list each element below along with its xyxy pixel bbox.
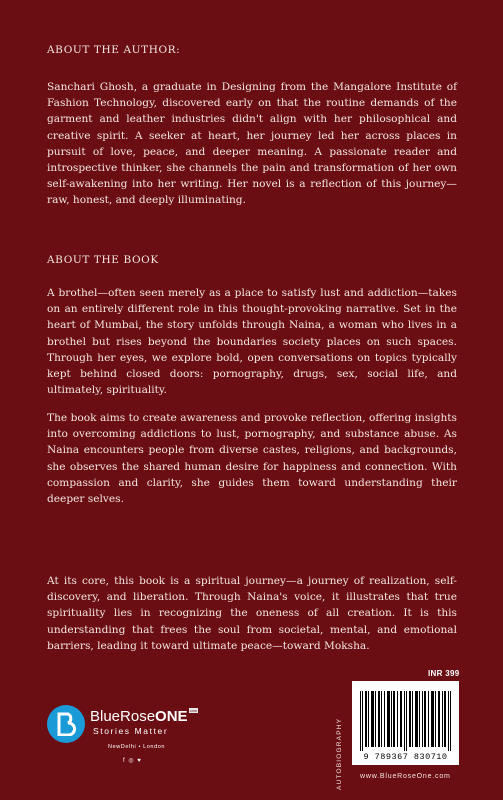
about-book-heading: ABOUT THE BOOK <box>47 254 159 266</box>
publisher-tagline: Stories Matter <box>93 726 169 736</box>
social-icons: f ◎ ♥ <box>123 758 142 764</box>
book-paragraph-1: A brothel—often seen merely as a place to satisfy lust and addiction—takes on an entirely different role in this thought-provoking narrative. Set in the heart of Mumbai, the story unfolds through Naina, a woman who lives in a brothel but rises beyond the boundaries society places on such spaces. Through her eyes, we explore bold, open conversations on topics typically kept behind closed doors: pornography, drugs, sex, social life, and ultimately, spirituality. <box>47 287 457 397</box>
isbn-barcode <box>352 681 459 765</box>
publisher-locations: NewDelhi • London <box>108 744 166 750</box>
barcode-bars-icon <box>360 691 452 751</box>
about-author-heading: ABOUT THE AUTHOR: <box>47 44 181 56</box>
book-paragraph-2: The book aims to create awareness and provoke reflection, offering insights into overcoming addictions to lust, pornography, and substance abuse. As Naina encounters people from diverse castes, religions, and backgrounds, she observes the shared human desire for happiness and connection. With compassion and clarity, she guides them toward understanding their deeper selves. <box>47 412 457 506</box>
author-bio: Sanchari Ghosh, a graduate in Designing from the Mangalore Institute of Fashion Technology, discovered early on that the routine demands of the garment and leather industries didn't align with her philosophical and creative spirit. A seeker at heart, her journey led her across places in pursuit of love, peace, and deeper meaning. A passionate reader and introspective thinker, she channels the pain and transformation of her own self-awakening into her writing. Her novel is a reflection of this journey—raw, honest, and deeply illuminating. <box>47 81 457 207</box>
book-paragraph-3: At its core, this book is a spiritual journey—a journey of realization, self-discovery, and liberation. Through Naina's voice, it illustrates that true spirituality lies in recognizing the oneness of all creation. It is this understanding that frees the soul from societal, mental, and emotional barriers, leading it toward ultimate peace—toward Moksha. <box>47 575 457 652</box>
isbn-number: 9 789367 830710 <box>363 752 448 762</box>
genre-label: AUTOBIOGRAPHY <box>336 717 343 790</box>
price-label: INR 399 <box>428 669 460 678</box>
publisher-logo-icon <box>47 705 85 743</box>
publisher-website: www.BlueRoseOne.com <box>360 773 451 780</box>
publisher-name: BlueRoseONE $^{com}$ <box>90 708 198 725</box>
